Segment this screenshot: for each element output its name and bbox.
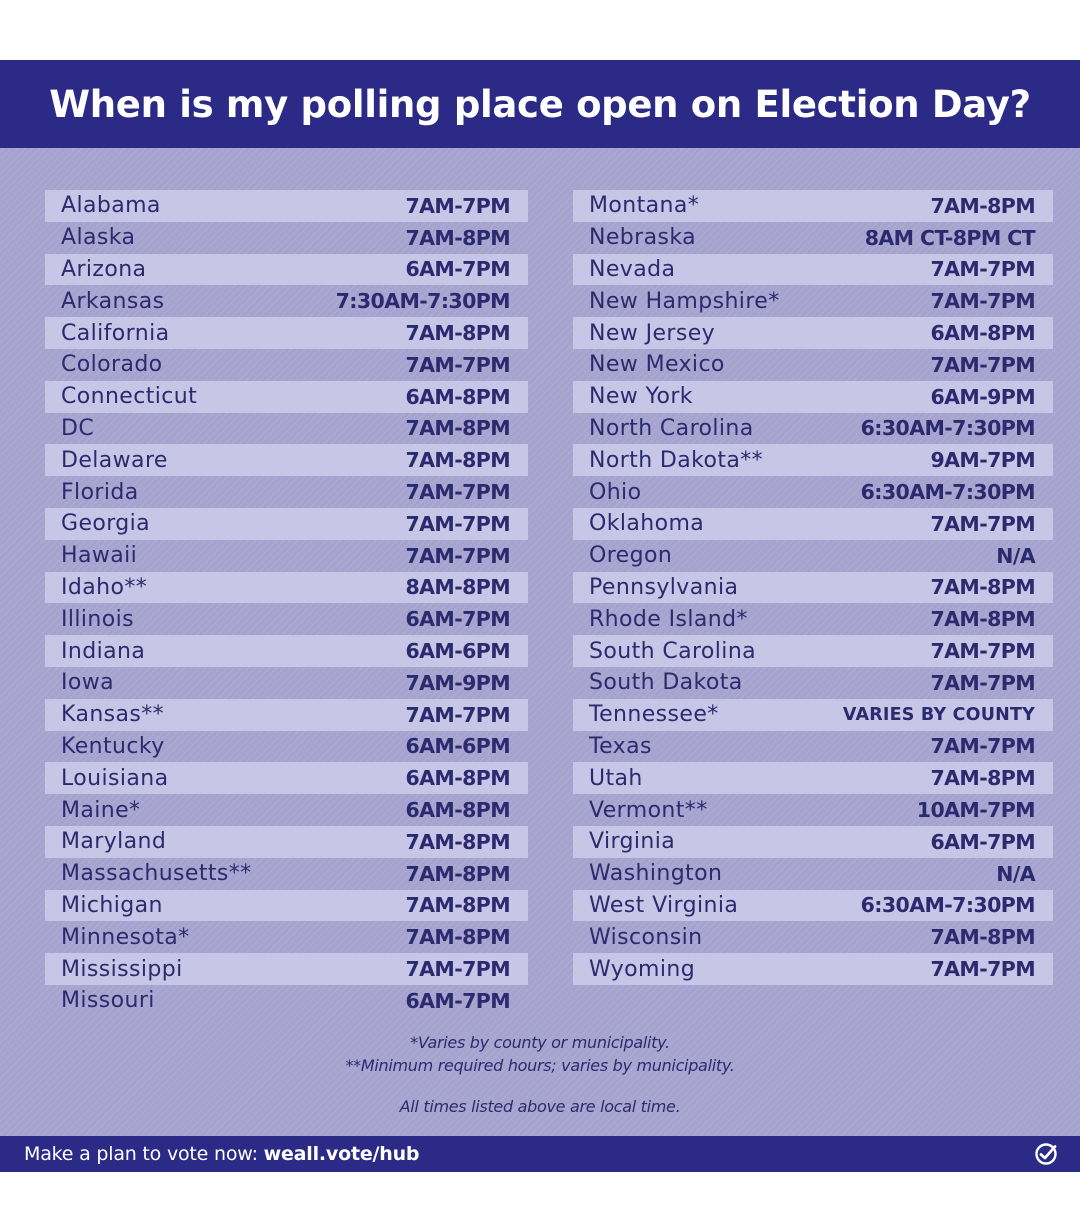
- state-name: Ohio: [589, 479, 642, 505]
- polling-hours: 6AM-6PM: [405, 734, 510, 759]
- state-name: West Virginia: [589, 892, 739, 918]
- state-name: Montana*: [589, 193, 700, 219]
- polling-hours: 7AM-7PM: [930, 957, 1035, 982]
- polling-hours: 7AM-8PM: [405, 321, 510, 346]
- table-row: [573, 762, 1053, 794]
- state-name: Connecticut: [61, 384, 198, 410]
- state-name: Washington: [589, 861, 723, 887]
- state-name: Indiana: [61, 638, 146, 664]
- checkmark-circle-icon: [1034, 1142, 1058, 1166]
- table-row: [573, 285, 1053, 317]
- state-name: Idaho**: [61, 574, 148, 600]
- table-row: [573, 858, 1053, 890]
- table-row: [45, 635, 528, 667]
- state-name: Michigan: [61, 892, 163, 918]
- polling-hours: 7AM-8PM: [930, 575, 1035, 600]
- table-row: [45, 381, 528, 413]
- table-row: [573, 699, 1053, 731]
- table-row: [45, 190, 528, 222]
- state-name: North Dakota**: [589, 447, 764, 473]
- polling-hours: 6AM-6PM: [405, 639, 510, 664]
- state-name: Tennessee*: [589, 702, 719, 728]
- table-row: [45, 890, 528, 922]
- state-name: Minnesota*: [61, 924, 190, 950]
- table-row: [573, 635, 1053, 667]
- table-row: [45, 349, 528, 381]
- table-row: [573, 317, 1053, 349]
- polling-hours: 7AM-8PM: [930, 193, 1035, 218]
- state-name: Illinois: [61, 606, 135, 632]
- cta-link[interactable]: weall.vote/hub: [263, 1143, 420, 1165]
- table-row: [45, 667, 528, 699]
- state-name: Nevada: [589, 256, 676, 282]
- cta-text: [24, 1143, 419, 1165]
- polling-hours: 7AM-7PM: [405, 957, 510, 982]
- state-name: Utah: [589, 765, 643, 791]
- header-banner: [0, 60, 1080, 148]
- state-name: North Carolina: [589, 415, 754, 441]
- table-row: [45, 826, 528, 858]
- table-row: [45, 921, 528, 953]
- table-row: [573, 921, 1053, 953]
- polling-hours: 10AM-7PM: [916, 798, 1035, 823]
- polling-hours: 6AM-7PM: [405, 607, 510, 632]
- table-row: [45, 603, 528, 635]
- polling-hours: 6AM-7PM: [405, 257, 510, 282]
- table-row: [45, 508, 528, 540]
- polling-hours: 6AM-7PM: [930, 829, 1035, 854]
- state-name: Wisconsin: [589, 924, 703, 950]
- footnote-double-asterisk: **Minimum required hours; varies by municipality.: [345, 1056, 735, 1075]
- polling-hours: 6:30AM-7:30PM: [860, 480, 1035, 505]
- polling-hours: 7AM-8PM: [405, 448, 510, 473]
- table-row: [45, 985, 528, 1017]
- polling-hours: 7AM-8PM: [405, 925, 510, 950]
- polling-hours: 8AM CT-8PM CT: [864, 225, 1035, 250]
- polling-hours: 6AM-8PM: [405, 384, 510, 409]
- state-name: Georgia: [61, 511, 151, 537]
- polling-hours-graphic: [0, 60, 1080, 1172]
- polling-hours: 7AM-8PM: [405, 893, 510, 918]
- polling-hours: 8AM-8PM: [405, 575, 510, 600]
- state-name: Arizona: [61, 256, 147, 282]
- state-name: Missouri: [61, 988, 155, 1014]
- polling-hours: 6AM-7PM: [405, 988, 510, 1013]
- polling-hours: 7AM-7PM: [405, 480, 510, 505]
- polling-hours: 7:30AM-7:30PM: [335, 289, 510, 314]
- polling-hours: N/A: [996, 861, 1035, 886]
- table-row: [45, 540, 528, 572]
- table-row: [45, 794, 528, 826]
- polling-hours: N/A: [996, 543, 1035, 568]
- table-row: [573, 794, 1053, 826]
- state-name: Nebraska: [589, 225, 696, 251]
- table-row: [573, 731, 1053, 763]
- state-name: Arkansas: [61, 288, 165, 314]
- polling-hours: 6AM-8PM: [405, 798, 510, 823]
- left-column-table: [45, 190, 528, 1017]
- polling-hours: 7AM-7PM: [930, 352, 1035, 377]
- state-name: Vermont**: [589, 797, 708, 823]
- state-name: Maryland: [61, 829, 167, 855]
- table-row: [45, 762, 528, 794]
- polling-hours: 7AM-7PM: [930, 289, 1035, 314]
- table-row: [45, 413, 528, 445]
- table-row: [573, 667, 1053, 699]
- state-name: New Jersey: [589, 320, 716, 346]
- table-row: [573, 953, 1053, 985]
- polling-hours: 7AM-8PM: [405, 861, 510, 886]
- table-row: [45, 572, 528, 604]
- table-row: [45, 317, 528, 349]
- table-row: [573, 826, 1053, 858]
- state-name: Pennsylvania: [589, 574, 739, 600]
- state-name: DC: [61, 415, 95, 441]
- state-name: Alaska: [61, 225, 136, 251]
- state-name: South Carolina: [589, 638, 757, 664]
- state-name: Wyoming: [589, 956, 696, 982]
- polling-hours: 7AM-7PM: [930, 670, 1035, 695]
- polling-hours: 9AM-7PM: [930, 448, 1035, 473]
- state-name: South Dakota: [589, 670, 743, 696]
- table-row: [573, 413, 1053, 445]
- table-row: [45, 222, 528, 254]
- right-column-table: [573, 190, 1053, 985]
- state-name: Rhode Island*: [589, 606, 748, 632]
- polling-hours: 7AM-8PM: [405, 225, 510, 250]
- table-row: [573, 508, 1053, 540]
- table-row: [573, 603, 1053, 635]
- polling-hours: 7AM-7PM: [405, 702, 510, 727]
- table-row: [573, 572, 1053, 604]
- polling-hours: 7AM-7PM: [405, 193, 510, 218]
- state-name: Massachusetts**: [61, 861, 252, 887]
- polling-hours: 7AM-8PM: [405, 416, 510, 441]
- polling-hours: VARIES BY COUNTY: [842, 704, 1035, 725]
- table-row: [573, 349, 1053, 381]
- table-row: [45, 476, 528, 508]
- polling-hours: 6:30AM-7:30PM: [860, 893, 1035, 918]
- polling-hours: 7AM-8PM: [930, 607, 1035, 632]
- table-row: [573, 254, 1053, 286]
- polling-hours: 7AM-7PM: [930, 639, 1035, 664]
- polling-hours: 6:30AM-7:30PM: [860, 416, 1035, 441]
- polling-hours: 7AM-7PM: [930, 734, 1035, 759]
- table-row: [45, 285, 528, 317]
- state-name: Mississippi: [61, 956, 183, 982]
- polling-hours: 7AM-9PM: [405, 670, 510, 695]
- state-name: Louisiana: [61, 765, 169, 791]
- state-name: Iowa: [61, 670, 115, 696]
- polling-hours: 6AM-8PM: [930, 321, 1035, 346]
- polling-hours: 7AM-8PM: [930, 766, 1035, 791]
- polling-hours: 7AM-8PM: [405, 829, 510, 854]
- table-row: [45, 953, 528, 985]
- footnote-local-time: All times listed above are local time.: [399, 1097, 681, 1116]
- cta-prefix: Make a plan to vote now:: [24, 1143, 264, 1165]
- table-row: [573, 890, 1053, 922]
- footnote-single-asterisk: *Varies by county or municipality.: [410, 1033, 670, 1052]
- state-name: Maine*: [61, 797, 141, 823]
- table-row: [573, 444, 1053, 476]
- polling-hours: 7AM-7PM: [405, 543, 510, 568]
- table-row: [573, 222, 1053, 254]
- table-row: [45, 858, 528, 890]
- state-name: New York: [589, 384, 693, 410]
- state-name: California: [61, 320, 170, 346]
- polling-hours: 7AM-7PM: [405, 352, 510, 377]
- table-row: [573, 540, 1053, 572]
- state-name: New Mexico: [589, 352, 725, 378]
- table-row: [45, 254, 528, 286]
- polling-hours: 7AM-7PM: [930, 257, 1035, 282]
- polling-hours: 7AM-7PM: [930, 511, 1035, 536]
- table-row: [45, 444, 528, 476]
- state-name: Kentucky: [61, 733, 165, 759]
- state-name: Delaware: [61, 447, 168, 473]
- state-name: Texas: [589, 733, 652, 759]
- table-row: [45, 731, 528, 763]
- state-name: Oregon: [589, 543, 673, 569]
- page-title: When is my polling place open on Election Day?: [49, 82, 1031, 126]
- bottom-bar: [0, 1136, 1080, 1172]
- table-row: [573, 381, 1053, 413]
- polling-hours: 6AM-9PM: [930, 384, 1035, 409]
- state-name: New Hampshire*: [589, 288, 780, 314]
- state-name: Hawaii: [61, 543, 138, 569]
- state-name: Colorado: [61, 352, 163, 378]
- polling-hours: 6AM-8PM: [405, 766, 510, 791]
- polling-hours: 7AM-8PM: [930, 925, 1035, 950]
- state-name: Alabama: [61, 193, 161, 219]
- state-name: Oklahoma: [589, 511, 705, 537]
- table-row: [573, 476, 1053, 508]
- state-name: Florida: [61, 479, 139, 505]
- state-name: Kansas**: [61, 702, 165, 728]
- table-row: [45, 699, 528, 731]
- table-row: [573, 190, 1053, 222]
- state-name: Virginia: [589, 829, 676, 855]
- polling-hours: 7AM-7PM: [405, 511, 510, 536]
